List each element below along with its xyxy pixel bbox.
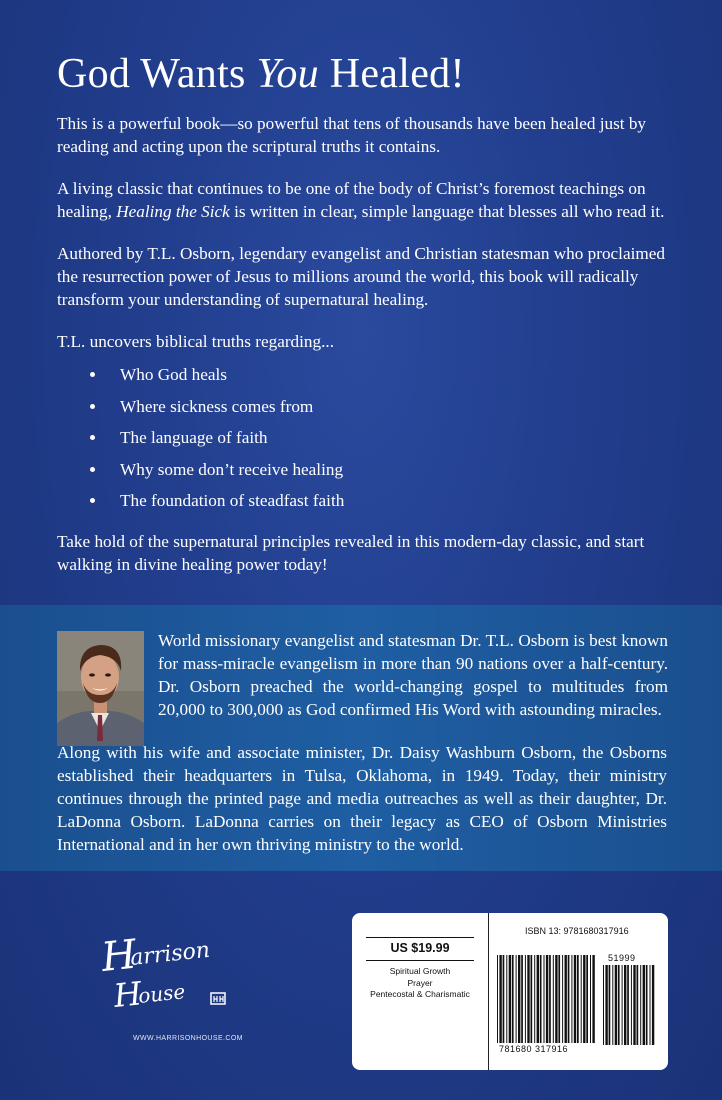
book-title: Healing the Sick: [116, 202, 230, 221]
barcode-bar: [650, 965, 651, 1045]
truths-intro: T.L. uncovers biblical truths regarding...: [57, 332, 334, 351]
barcode-bar: [540, 955, 542, 1043]
barcode-bar: [549, 955, 551, 1043]
bullet-icon: [90, 404, 95, 409]
author-paragraph: Authored by T.L. Osborn, legendary evangelist and Christian statesman who proclaimed the resurrection power of Jesus to millions around the world, this book will radically transform your understanding of supernatural healing.: [57, 244, 665, 309]
barcode-bar: [503, 955, 505, 1043]
barcode-bar: [590, 955, 591, 1043]
truths-list: [90, 363, 344, 521]
classic-paragraph: A living classic that continues to be one of the body of Christ’s foremost teachings on healing, Healing the Sick is written in clear, simple language that blesses all who read it.: [57, 179, 665, 221]
barcode-number: 781680 317916: [499, 1044, 569, 1054]
barcode-bar: [512, 955, 514, 1043]
barcode-bar: [612, 965, 613, 1045]
barcode-bar: [562, 955, 563, 1043]
barcode-bar: [506, 955, 507, 1043]
barcode-bar: [631, 965, 632, 1045]
barcode-bar: [497, 955, 498, 1043]
bio-paragraph-2: Along with his wife and associate minister, Dr. Daisy Washburn Osborn, the Osborns established their headquarters in Tulsa, Oklahoma, in 1949. Today, their ministry continues through the printed page and media outreaches as well as their daughter, Dr. LaDonna Osborn. LaDonna carries on their legacy as CEO of Osborn Ministries International and in her own thriving ministry to the world.: [57, 743, 667, 854]
list-item: The foundation of steadfast faith: [90, 489, 344, 521]
barcode-bar: [618, 965, 620, 1045]
barcode-bar: [652, 965, 654, 1045]
list-item: The language of faith: [90, 426, 344, 458]
barcode-bar: [577, 955, 579, 1043]
barcode-bar: [571, 955, 572, 1043]
bio-paragraph-1: World missionary evangelist and statesman Dr. T.L. Osborn is best known for mass-miracle evangelism in more than 90 nations over a half-century. Dr. Osborn preached the world-changing gospel to multitudes from 20,000 to 300,000 as God confirmed His Word with astounding miracles.: [158, 631, 668, 719]
barcode-bar: [558, 955, 560, 1043]
isbn-barcode: [497, 955, 597, 1045]
barcode-bar: [609, 965, 611, 1045]
barcode-bar: [565, 955, 567, 1043]
price-barcode: [603, 965, 655, 1045]
barcode-bar: [633, 965, 635, 1045]
barcode-bar: [622, 965, 623, 1045]
author-bio-band: [0, 605, 722, 871]
list-item: Where sickness comes from: [90, 395, 344, 427]
barcode-bar: [531, 955, 533, 1043]
barcode-bar: [525, 955, 526, 1043]
barcode-bar: [646, 965, 648, 1045]
barcode-bar: [586, 955, 588, 1043]
publisher-url: WWW.HARRISONHOUSE.COM: [133, 1035, 243, 1042]
barcode-bar: [605, 965, 607, 1045]
barcode-bar: [574, 955, 576, 1043]
intro-paragraph: This is a powerful book—so powerful that tens of thousands have been healed just by reading and acting upon the scriptural truths it contains.: [57, 114, 647, 156]
barcode-bar: [583, 955, 585, 1043]
barcode-bar: [521, 955, 523, 1043]
isbn-label: ISBN 13: 9781680317916: [525, 926, 629, 936]
barcode-bar: [516, 955, 517, 1043]
barcode-bar: [643, 965, 645, 1045]
price-box: [366, 937, 474, 961]
svg-text:H: H: [111, 974, 144, 1015]
barcode-bar: [627, 965, 629, 1045]
price: US $19.99: [390, 941, 450, 955]
barcode-bar: [534, 955, 535, 1043]
list-item: Who God heals: [90, 363, 344, 395]
list-item: Why some don’t receive healing: [90, 458, 344, 490]
barcode-bar: [553, 955, 554, 1043]
barcode-bar: [555, 955, 557, 1043]
barcode-bar: [581, 955, 582, 1043]
barcode-bar: [546, 955, 548, 1043]
bullet-icon: [90, 372, 95, 377]
categories: Spiritual Growth Prayer Pentecostal & Charismatic: [370, 966, 470, 999]
price-code: 51999: [608, 953, 636, 963]
barcode-bar: [527, 955, 529, 1043]
divider: [488, 913, 489, 1070]
bullet-icon: [90, 467, 95, 472]
closing-paragraph: Take hold of the supernatural principles revealed in this modern-day classic, and start walking in divine healing power today!: [57, 532, 645, 574]
publisher-section: [0, 871, 722, 1100]
barcode-bar: [544, 955, 545, 1043]
bullet-icon: [90, 498, 95, 503]
barcode-box: [352, 913, 668, 1070]
barcode-bar: [568, 955, 570, 1043]
barcode-bar: [509, 955, 511, 1043]
svg-text:ouse: ouse: [137, 979, 187, 1008]
barcode-bar: [640, 965, 641, 1045]
barcode-bar: [518, 955, 520, 1043]
barcode-bar: [615, 965, 617, 1045]
bullet-icon: [90, 435, 95, 440]
author-photo: [57, 631, 144, 746]
svg-text:H: H: [99, 931, 139, 981]
barcode-bar: [637, 965, 639, 1045]
headline: God Wants You Healed!: [57, 51, 465, 97]
barcode-bar: [499, 955, 501, 1043]
barcode-bar: [537, 955, 539, 1043]
svg-text:arrison: arrison: [129, 937, 212, 971]
barcode-bar: [624, 965, 626, 1045]
barcode-bar: [592, 955, 594, 1043]
barcode-bar: [603, 965, 604, 1045]
